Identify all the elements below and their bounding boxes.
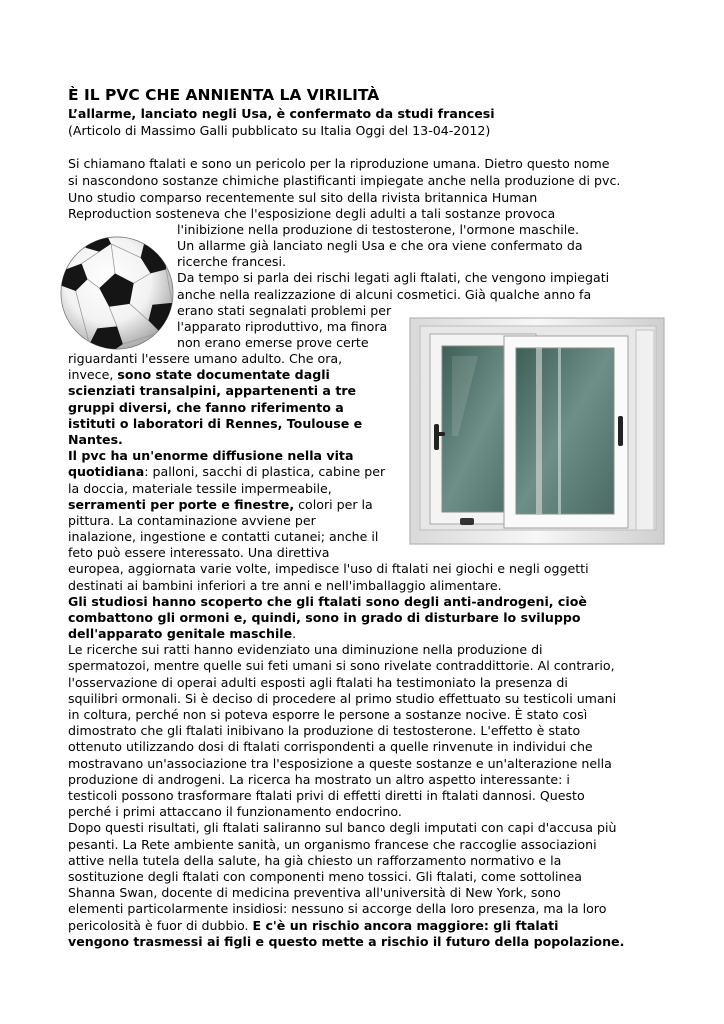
body-line: ottenuto utilizzando dosi di ftalati corrispondenti a quelle rinvenute in individui che <box>68 739 593 754</box>
body-line: inalazione, ingestione e contatti cutanei; anche il <box>68 529 379 544</box>
body-line: spermatozoi, mentre quelle sui feti umani si sono rivelate contraddittorie. Al contrario, <box>68 658 615 673</box>
body-line: pericolosità è fuor di dubbio. E c'è un rischio ancora maggiore: gli ftalati <box>68 918 559 933</box>
body-line: Il pvc ha un'enorme diffusione nella vita <box>68 448 354 463</box>
body-line: ricerche francesi. <box>177 254 286 269</box>
body-line: istituti o laboratori di Rennes, Toulouse e <box>68 416 363 431</box>
body-line: dell'apparato genitale maschile. <box>68 626 297 641</box>
body-line: Dopo questi risultati, gli ftalati saliranno sul banco degli imputati con capi d'accusa più <box>68 820 617 835</box>
body-line: in coltura, perché non si poteva esporre le persone a sostanze nocive. È stato così <box>68 707 588 722</box>
body-line: Le ricerche sui ratti hanno evidenziato una diminuzione nella produzione di <box>68 642 543 657</box>
body-line: perché i primi attaccano il funzionamento endocrino. <box>68 804 402 819</box>
body-line: invece, sono state documentate dagli <box>68 367 330 382</box>
body-line: quotidiana: palloni, sacchi di plastica, cabine per <box>68 464 386 479</box>
body-line: scienziati transalpini, appartenenti a tre <box>68 383 357 398</box>
body-line: pesanti. La Rete ambiente sanità, un organismo francese che raccoglie associazioni <box>68 837 597 852</box>
body-line: europea, aggiornata varie volte, impedisce l'uso di ftalati nei giochi e negli oggetti <box>68 561 589 576</box>
body-line: la doccia, materiale tessile impermeabile, <box>68 481 332 496</box>
body-line: l'inibizione nella produzione di testosterone, l'ormone maschile. <box>177 222 580 237</box>
body-line: riguardanti l'essere umano adulto. Che ora, <box>68 351 343 366</box>
body-line: pittura. La contaminazione avviene per <box>68 513 316 528</box>
body-line: Gli studiosi hanno scoperto che gli ftalati sono degli anti-androgeni, cioè <box>68 594 587 609</box>
body-line: elementi particolarmente insidiosi: nessuno si accorge della loro presenza, ma la loro <box>68 901 607 916</box>
body-line: testicoli possono trasformare ftalati privi di effetti diretti in ftalati dannosi. Questo <box>68 788 585 803</box>
article-title: È IL PVC CHE ANNIENTA LA VIRILITÀ <box>68 86 380 104</box>
body-line: Uno studio comparso recentemente sul sito della rivista britannica Human <box>68 190 538 205</box>
body-line: l'apparato riproduttivo, ma finora <box>177 319 388 334</box>
body-line: combattono gli ormoni e, quindi, sono in grado di disturbare lo sviluppo <box>68 610 581 625</box>
body-line: Un allarme già lanciato negli Usa e che ora viene confermato da <box>177 238 583 253</box>
body-line: mostravano un'associazione tra l'esposizione a queste sostanze e un'alterazione nella <box>68 756 612 771</box>
article-subtitle: L’allarme, lanciato negli Usa, è confermato da studi francesi <box>68 106 495 121</box>
body-line: sostituzione degli ftalati con componenti meno tossici. Gli ftalati, come sottolinea <box>68 869 582 884</box>
body-line: gruppi diversi, che fanno riferimento a <box>68 400 344 415</box>
body-line: l'osservazione di operai adulti esposti agli ftalati ha testimoniato la presenza di <box>68 675 568 690</box>
body-line: produzione di androgeni. La ricerca ha mostrato un altro aspetto interessante: i <box>68 772 570 787</box>
body-line: Shanna Swan, docente di medicina preventiva all'università di New York, sono <box>68 885 561 900</box>
soccer-ball-image <box>58 234 176 352</box>
body-line: serramenti per porte e finestre, colori per la <box>68 497 373 512</box>
body-line: erano stati segnalati problemi per <box>177 303 392 318</box>
body-line: anche nella realizzazione di alcuni cosmetici. Già qualche anno fa <box>177 287 592 302</box>
body-line: Nantes. <box>68 432 123 447</box>
body-line: dimostrato che gli ftalati inibivano la produzione di testosterone. L'effetto è stato <box>68 723 581 738</box>
body-line: feto può essere interessato. Una direttiva <box>68 545 330 560</box>
body-line: destinati ai bambini inferiori a tre anni e nell'imballaggio alimentare. <box>68 578 502 593</box>
body-line: Si chiamano ftalati e sono un pericolo per la riproduzione umana. Dietro questo nome <box>68 156 610 171</box>
body-line: si nascondono sostanze chimiche plastificanti impiegate anche nella produzione di pvc. <box>68 173 621 188</box>
body-line: Reproduction sosteneva che l'esposizione degli adulti a tali sostanze provoca <box>68 206 556 221</box>
body-line: vengono trasmessi ai figli e questo mette a rischio il futuro della popolazione. <box>68 934 625 949</box>
body-line: non erano emerse prove certe <box>177 335 369 350</box>
body-line: Da tempo si parla dei rischi legati agli ftalati, che vengono impiegati <box>177 270 610 285</box>
body-line: attive nella tutela della salute, ha già chiesto un rafforzamento normativo e la <box>68 853 562 868</box>
pvc-window-image <box>408 316 666 548</box>
body-line: squilibri ormonali. Si è deciso di procedere al primo studio effettuato su testicoli umani <box>68 691 617 706</box>
article-byline: (Articolo di Massimo Galli pubblicato su Italia Oggi del 13-04-2012) <box>68 123 491 138</box>
